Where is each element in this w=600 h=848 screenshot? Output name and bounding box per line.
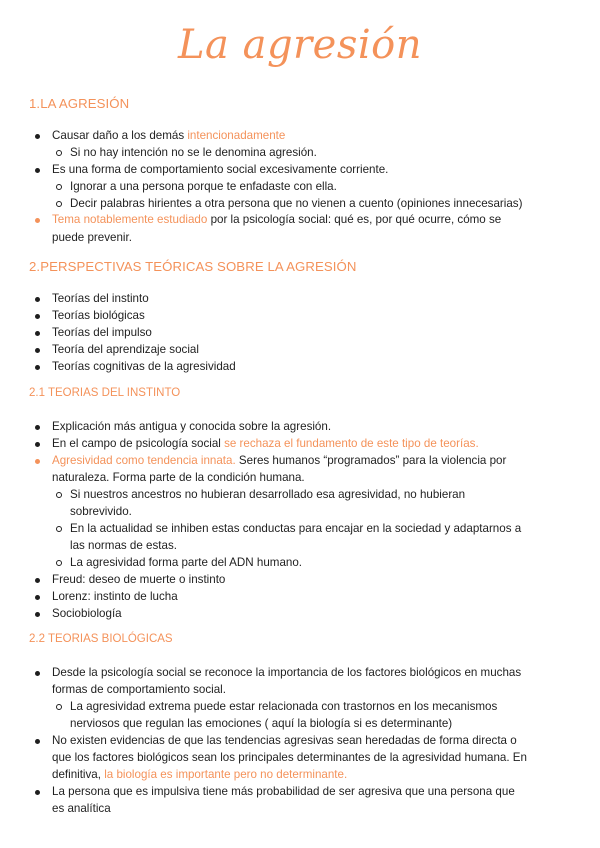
list-item-continuation: formas de comportamiento social.: [52, 683, 226, 696]
bullet: [35, 314, 40, 319]
sub-bullet: [56, 560, 62, 566]
sub-bullet: [56, 201, 62, 207]
list-item-continuation: naturaleza. Forma parte de la condición humana.: [52, 471, 305, 484]
list-item: Teorías biológicas: [52, 309, 145, 322]
bullet: [35, 790, 40, 795]
list-item: [52, 211, 572, 228]
item-text: Causar daño a los demás: [52, 129, 188, 142]
list-item: [52, 435, 572, 452]
highlight-text: intencionadamente: [187, 129, 286, 142]
sub-list-item: En la actualidad se inhiben estas conductas para encajar en la sociedad y adaptarnos a: [70, 522, 522, 535]
list-item-continuation: que los factores biológicos sean los principales determinantes de la agresividad humana. En: [52, 751, 527, 764]
bullet: [35, 595, 40, 600]
sub-list-item-continuation: las normas de estas.: [70, 539, 177, 552]
list-item: La persona que es impulsiva tiene más probabilidad de ser agresiva que una persona que: [52, 785, 515, 798]
sub-bullet: [56, 184, 62, 190]
bullet: [35, 459, 40, 464]
bullet: [35, 168, 40, 173]
sub-list-item: La agresividad forma parte del ADN humano.: [70, 556, 303, 569]
list-item: [52, 452, 572, 469]
subsection-heading-instinto: 2.1 TEORIAS DEL INSTINTO: [29, 387, 181, 399]
bullet: [35, 365, 40, 370]
section-heading-agresion: 1.LA AGRESIÓN: [29, 96, 130, 111]
sub-bullet: [56, 526, 62, 532]
list-item: Teorías del instinto: [52, 292, 149, 305]
list-item: Lorenz: instinto de lucha: [52, 590, 178, 603]
bullet: [35, 218, 40, 223]
list-item: Teorías cognitivas de la agresividad: [52, 360, 236, 373]
list-item: Explicación más antigua y conocida sobre la agresión.: [52, 420, 332, 433]
bullet: [35, 331, 40, 336]
highlight-text: la biología es importante pero no determinante.: [104, 768, 348, 781]
bullet: [35, 134, 40, 139]
bullet: [35, 739, 40, 744]
list-item-continuation: puede prevenir.: [52, 231, 132, 244]
list-item: Sociobiología: [52, 607, 122, 620]
item-text: por la psicología social: qué es, por qué ocurre, cómo se: [207, 213, 502, 226]
highlight-text: se rechaza el fundamento de este tipo de teorías.: [224, 437, 479, 450]
sub-bullet: [56, 492, 62, 498]
subsection-heading-biologicas: 2.2 TEORIAS BIOLÓGICAS: [29, 633, 173, 645]
sub-list-item: Si nuestros ancestros no hubieran desarrollado esa agresividad, no hubieran: [70, 488, 466, 501]
bullet: [35, 612, 40, 617]
list-item: Es una forma de comportamiento social excesivamente corriente.: [52, 163, 389, 176]
sub-list-item: Decir palabras hirientes a otra persona que no vienen a cuento (opiniones innecesarias): [70, 197, 523, 210]
highlight-text: Tema notablemente estudiado: [52, 213, 208, 226]
list-item: No existen evidencias de que las tendencias agresivas sean heredadas de forma directa o: [52, 734, 517, 747]
list-item: Teorías del impulso: [52, 326, 152, 339]
section-heading-perspectivas: 2.PERSPECTIVAS TEÓRICAS SOBRE LA AGRESIÓN: [29, 259, 357, 274]
sub-list-item-continuation: nerviosos que regulan las emociones ( aquí la biología si es determinante): [70, 717, 453, 730]
bullet: [35, 425, 40, 430]
list-item: [52, 127, 572, 144]
item-text: Seres humanos “programados” para la violencia por: [235, 454, 507, 467]
sub-list-item: La agresividad extrema puede estar relacionada con trastornos en los mecanismos: [70, 700, 498, 713]
list-item-continuation: es analítica: [52, 802, 111, 815]
sub-bullet: [56, 704, 62, 710]
bullet: [35, 442, 40, 447]
bullet: [35, 348, 40, 353]
bullet: [35, 297, 40, 302]
list-item: Desde la psicología social se reconoce la importancia de los factores biológicos en muchas: [52, 666, 522, 679]
list-item-continuation: [52, 766, 572, 783]
sub-list-item: Ignorar a una persona porque te enfadaste con ella.: [70, 180, 337, 193]
item-text: definitiva,: [52, 768, 105, 781]
item-text: En el campo de psicología social: [52, 437, 225, 450]
sub-list-item-continuation: sobrevivido.: [70, 505, 132, 518]
sub-bullet: [56, 150, 62, 156]
list-item: Freud: deseo de muerte o instinto: [52, 573, 226, 586]
document-title: La agresión: [177, 22, 423, 68]
list-item: Teoría del aprendizaje social: [52, 343, 199, 356]
bullet: [35, 671, 40, 676]
bullet: [35, 578, 40, 583]
sub-list-item: Si no hay intención no se le denomina agresión.: [70, 146, 317, 159]
highlight-text: Agresividad como tendencia innata.: [52, 454, 236, 467]
